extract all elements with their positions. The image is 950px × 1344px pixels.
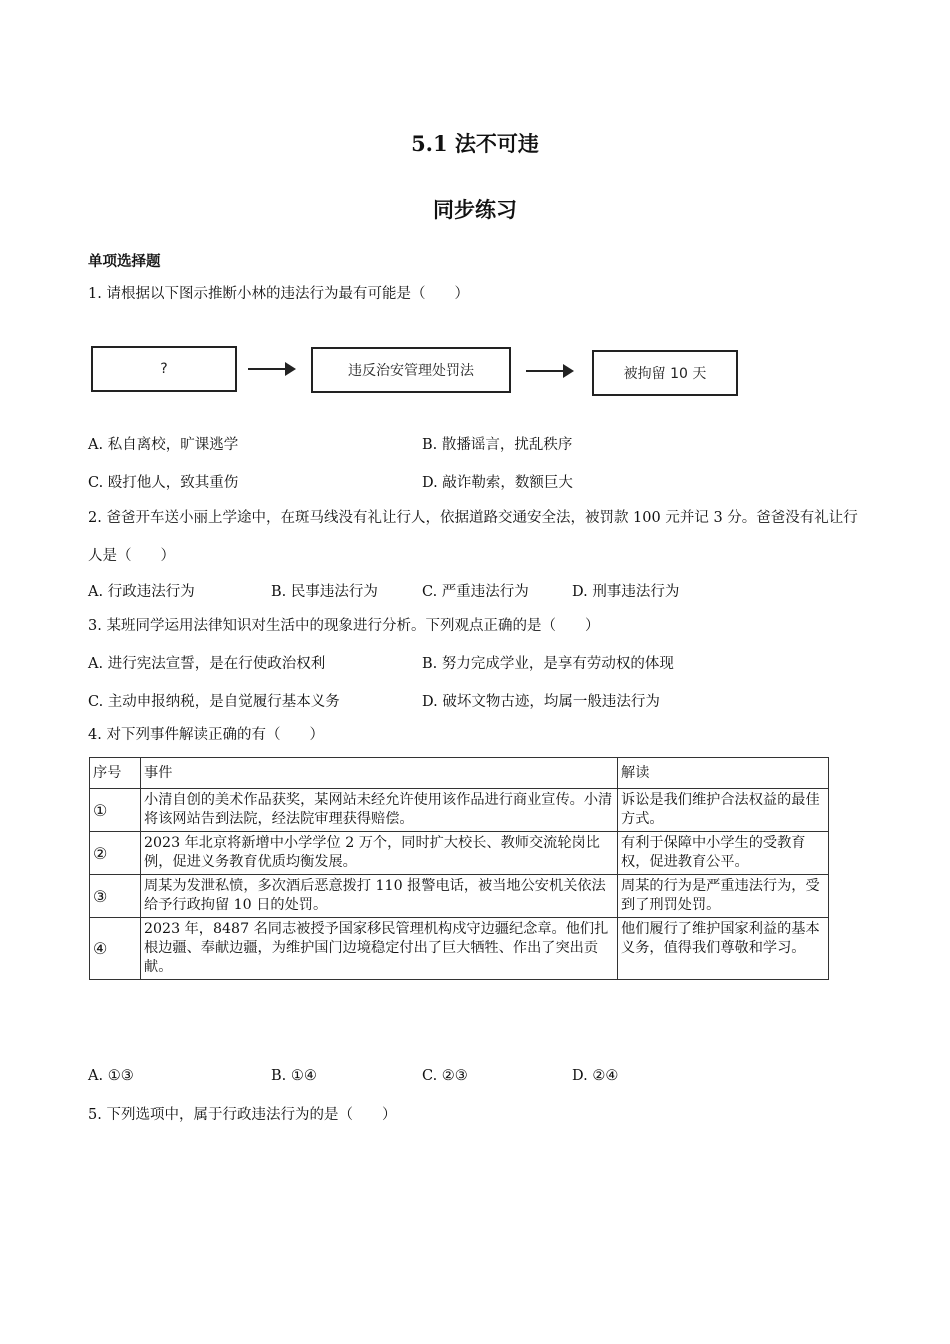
q1-option-d[interactable]: D. 敲诈勒索，数额巨大: [422, 475, 573, 491]
flow-box-law: 违反治安管理处罚法: [311, 347, 511, 393]
q3-option-a[interactable]: A. 进行宪法宣誓，是在行使政治权利: [88, 656, 326, 672]
q4-option-a[interactable]: A. ①③: [88, 1068, 134, 1084]
flow-box-unknown: ?: [91, 346, 237, 392]
question-2-stem: 2. 爸爸开车送小丽上学途中，在斑马线没有礼让行人，依据道路交通安全法，被罚款 100 元并记 3 分。爸爸没有礼让行人是（ ）: [88, 510, 858, 564]
flow-arrow-1: [248, 368, 294, 370]
row-reading: 诉讼是我们维护合法权益的最佳方式。: [618, 789, 829, 832]
table-row: [90, 832, 829, 875]
q4-option-b[interactable]: B. ①④: [271, 1068, 317, 1084]
row-event: 2023 年北京将新增中小学学位 2 万个，同时扩大校长、教师交流轮岗比例，促进义务教育优质均衡发展。: [141, 832, 618, 875]
q2-option-a[interactable]: A. 行政违法行为: [88, 584, 195, 600]
table-row: [90, 789, 829, 832]
row-reading: 有利于保障中小学生的受教育权，促进教育公平。: [618, 832, 829, 875]
row-event: 周某为发泄私愤，多次酒后恶意拨打 110 报警电话，被当地公安机关依法给予行政拘留 10 日的处罚。: [141, 875, 618, 918]
q1-option-c[interactable]: C. 殴打他人，致其重伤: [88, 475, 239, 491]
section-heading: 单项选择题: [88, 254, 161, 270]
question-1-stem: 1. 请根据以下图示推断小林的违法行为最有可能是（ ）: [88, 286, 469, 302]
table-row: [90, 875, 829, 918]
header-reading: 解读: [618, 758, 829, 789]
row-event: 2023 年，8487 名同志被授予国家移民管理机构戍守边疆纪念章。他们扎根边疆、奉献边疆，为维护国门边境稳定付出了巨大牺牲、作出了突出贡献。: [141, 918, 618, 980]
flow-arrow-2: [526, 370, 572, 372]
q4-option-c[interactable]: C. ②③: [422, 1068, 468, 1084]
q2-option-c[interactable]: C. 严重违法行为: [422, 584, 529, 600]
q1-option-a[interactable]: A. 私自离校，旷课逃学: [88, 437, 239, 453]
q3-option-c[interactable]: C. 主动申报纳税，是自觉履行基本义务: [88, 694, 340, 710]
q4-option-d[interactable]: D. ②④: [572, 1068, 619, 1084]
q1-option-b[interactable]: B. 散播谣言，扰乱秩序: [422, 437, 573, 453]
row-reading: 他们履行了维护国家利益的基本义务，值得我们尊敬和学习。: [618, 918, 829, 980]
q2-option-b[interactable]: B. 民事违法行为: [271, 584, 378, 600]
events-table: [89, 757, 829, 980]
table-row: [90, 918, 829, 980]
question-3-stem: 3. 某班同学运用法律知识对生活中的现象进行分析。下列观点正确的是（ ）: [88, 618, 600, 634]
header-number: 序号: [90, 758, 141, 789]
flow-box-result: 被拘留 10 天: [592, 350, 738, 396]
question-4-stem: 4. 对下列事件解读正确的有（ ）: [88, 727, 324, 743]
header-event: 事件: [141, 758, 618, 789]
row-number: ①: [90, 789, 141, 832]
table-header-row: [90, 758, 829, 789]
q3-option-d[interactable]: D. 破坏文物古迹，均属一般违法行为: [422, 694, 660, 710]
row-number: ②: [90, 832, 141, 875]
page-title: 5.1 法不可违: [411, 131, 539, 156]
question-5-stem: 5. 下列选项中，属于行政违法行为的是（ ）: [88, 1107, 397, 1123]
row-reading: 周某的行为是严重违法行为，受到了刑罚处罚。: [618, 875, 829, 918]
q2-option-d[interactable]: D. 刑事违法行为: [572, 584, 680, 600]
row-number: ③: [90, 875, 141, 918]
row-event: 小清自创的美术作品获奖，某网站未经允许使用该作品进行商业宣传。小清将该网站告到法院，经法院审理获得赔偿。: [141, 789, 618, 832]
row-number: ④: [90, 918, 141, 980]
q3-option-b[interactable]: B. 努力完成学业，是享有劳动权的体现: [422, 656, 674, 672]
page-subtitle: 同步练习: [433, 197, 517, 222]
